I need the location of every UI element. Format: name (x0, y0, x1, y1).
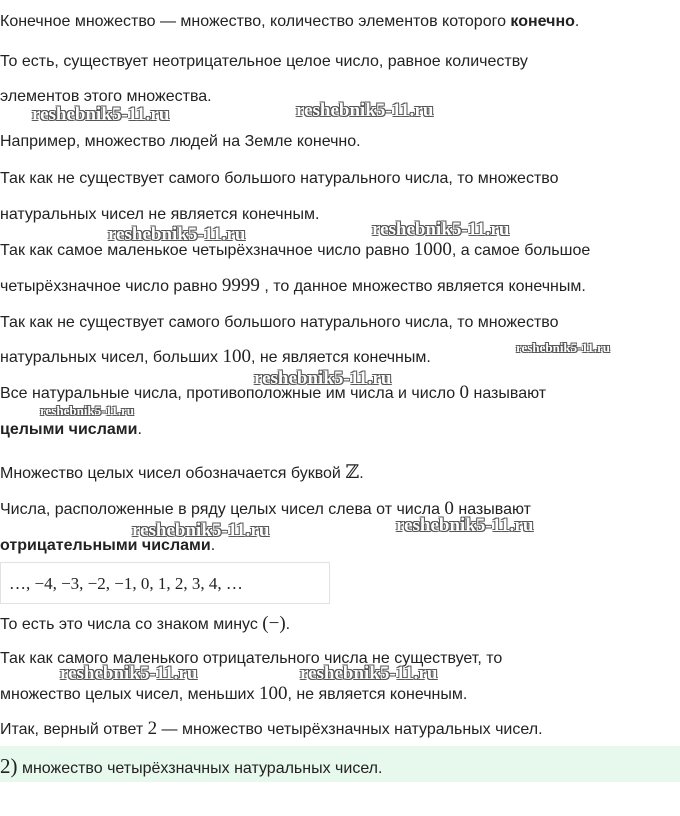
math-symbol: ℤ (345, 462, 360, 483)
math-number: 2 (147, 718, 158, 739)
paragraph-line (0, 205, 319, 225)
paragraph-line (0, 52, 528, 72)
text: , не является конечным. (250, 349, 431, 366)
math-symbol: (−) (262, 613, 286, 634)
math-number: 0 (459, 382, 470, 403)
answer-label: множество четырёхзначных натуральных чисел. (17, 760, 383, 777)
text: Например, множество людей на Земле конечно. (0, 133, 361, 150)
integers-row-box (0, 562, 330, 604)
watermark: reshebnik5-11.ru (254, 368, 392, 389)
answer-text (0, 754, 382, 779)
math-number: 100 (258, 683, 288, 704)
text: Все натуральные числа, противоположные им числа и число (0, 385, 460, 402)
text: Конечное множество — множество, количество элементов которого (0, 13, 511, 30)
text: , то данное множество является конечным. (259, 278, 586, 295)
text: — множество четырёхзначных натуральных чисел. (157, 721, 543, 738)
bold-term: конечно (510, 13, 575, 30)
text: натуральных чисел не является конечным. (0, 206, 320, 223)
text: Так как самое маленькое четырёхзначное число равно (0, 242, 414, 259)
paragraph-line (0, 614, 290, 635)
text: Так как самого маленького отрицательного числа не существует, то (0, 650, 503, 667)
watermark: reshebnik5-11.ru (108, 224, 246, 245)
watermark: reshebnik5-11.ru (60, 663, 198, 684)
text: То есть, существует неотрицательное целое число, равное количеству (0, 53, 528, 70)
paragraph-conclusion (0, 719, 543, 740)
math-number: 1000 (413, 239, 452, 260)
paragraph-line (0, 169, 559, 189)
watermark: reshebnik5-11.ru (32, 104, 170, 125)
text: , не является конечным. (287, 686, 468, 703)
text: То есть это числа со знаком минус (0, 616, 263, 633)
bold-term: целыми числами (0, 421, 138, 438)
text: множество целых чисел, меньших (0, 686, 259, 703)
text: называют (469, 385, 547, 402)
text: называют (453, 501, 531, 518)
watermark: reshebnik5-11.ru (132, 520, 270, 541)
paragraph-example (0, 132, 361, 152)
paragraph-line (0, 684, 467, 705)
text: Множество целых чисел обозначается буквой (0, 465, 346, 482)
math-number: 0 (444, 498, 454, 519)
integers-row: …, −4, −3, −2, −1, 0, 1, 2, 3, 4, … (9, 574, 243, 593)
text: четырёхзначное число равно (0, 278, 222, 295)
paragraph-line (0, 240, 590, 261)
text: . (137, 421, 142, 438)
watermark: reshebnik5-11.ru (396, 515, 534, 536)
paragraph-line (0, 313, 559, 333)
text: Так как не существует самого большого натурального числа, то множество (0, 314, 559, 331)
bold-term: отрицательными числами (0, 537, 211, 554)
watermark: reshebnik5-11.ru (516, 340, 611, 355)
math-number: 9999 (221, 275, 260, 296)
text: . (210, 537, 216, 554)
text: . (359, 465, 364, 482)
paragraph-line (0, 347, 431, 368)
math-number: 100 (222, 346, 251, 367)
paragraph-definition (0, 12, 579, 32)
paragraph-line (0, 420, 142, 440)
text: . (285, 616, 291, 633)
watermark: reshebnik5-11.ru (372, 219, 510, 240)
text: , а самое большое (451, 242, 591, 259)
text: элементов этого множества. (0, 88, 212, 105)
text: натуральных чисел, больших (0, 349, 223, 366)
text: Итак, верный ответ (0, 721, 148, 738)
answer-number: 2) (0, 754, 18, 778)
watermark: reshebnik5-11.ru (296, 100, 434, 121)
paragraph-line (0, 276, 586, 297)
text: Так как не существует самого большого натурального числа, то множество (0, 170, 559, 187)
text: Числа, расположенные в ряду целых чисел слева от числа (0, 501, 445, 518)
watermark: reshebnik5-11.ru (300, 663, 438, 684)
paragraph-line (0, 463, 364, 484)
answer-highlight (0, 746, 680, 782)
text: . (574, 13, 580, 30)
watermark: reshebnik5-11.ru (40, 403, 135, 418)
